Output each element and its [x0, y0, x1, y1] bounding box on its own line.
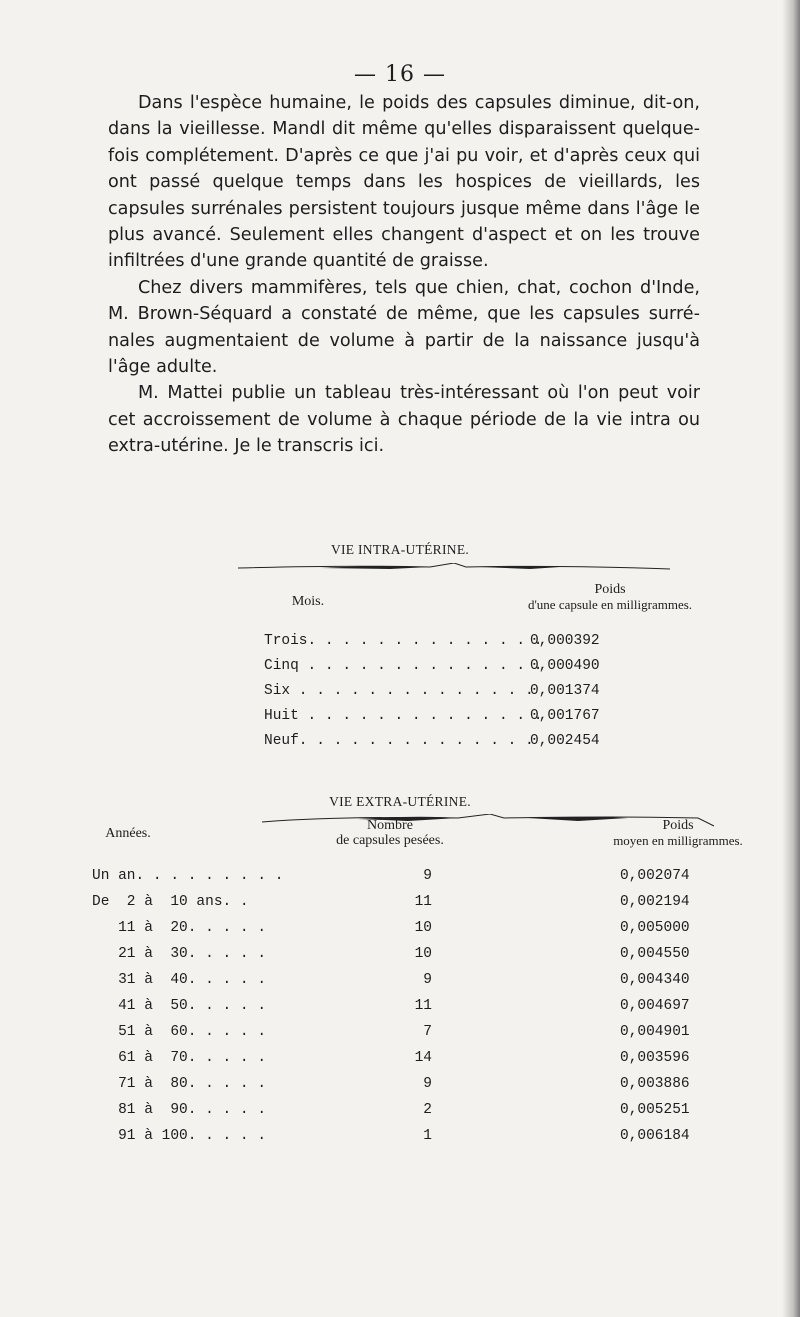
- row-count: 2: [423, 1102, 432, 1118]
- row-count: 7: [423, 1024, 432, 1040]
- row-count: 11: [414, 998, 432, 1014]
- table-intra-weight-header: [500, 582, 720, 613]
- paragraph-1: Dans l'espèce humaine, le poids des capsules diminue, dit-on, dans la vieillesse. Mandl dit même qu'elles disparaissent quelque-fois complétement. D'après ce que j'ai pu voir, et d'après ceux qui ont passé quelque temps dans les hospices de vieillards, les capsules surrénales persistent toujours jusque même dans l'âge le plus avancé. Seulement elles changent d'aspect et on les trouve infiltrées d'une grande quantité de graisse.: [108, 93, 700, 272]
- row-label: 51 à 60. . . . .: [92, 1024, 267, 1040]
- row-value: 0,004901: [620, 1024, 690, 1040]
- row-value: 0,001374: [530, 683, 600, 699]
- row-count: 9: [423, 1076, 432, 1092]
- row-value: 0,002074: [620, 868, 690, 884]
- table-intra-weight-header-line1: Poids: [594, 582, 626, 597]
- row-value: 0,004550: [620, 946, 690, 962]
- row-label: Neuf. . . . . . . . . . . . . .: [264, 733, 534, 749]
- table-intra-title: VIE INTRA-UTÉRINE.: [330, 542, 470, 557]
- row-value: 0,002454: [530, 733, 600, 749]
- row-value: 0,004340: [620, 972, 690, 988]
- table-extra-count-header-line2: de capsules pesées.: [336, 833, 444, 848]
- row-label: 81 à 90. . . . .: [92, 1102, 267, 1118]
- row-value: 0,003596: [620, 1050, 690, 1066]
- row-value: 0,005000: [620, 920, 690, 936]
- row-label: 91 à 100. . . . .: [92, 1128, 267, 1144]
- table-extra-count-header: [300, 818, 480, 848]
- table-intra-weight-header-line2: d'une capsule en milligrammes.: [527, 597, 693, 612]
- row-label: Huit . . . . . . . . . . . . . .: [264, 708, 543, 724]
- row-label: 71 à 80. . . . .: [92, 1076, 267, 1092]
- page-edge-shadow: [782, 0, 800, 1317]
- row-label: 11 à 20. . . . .: [92, 920, 267, 936]
- row-label: Six . . . . . . . . . . . . . .: [264, 683, 534, 699]
- row-label: 41 à 50. . . . .: [92, 998, 267, 1014]
- page-number: — 16 —: [354, 62, 446, 87]
- row-value: 0,000490: [530, 658, 600, 674]
- row-value: 0,002194: [620, 894, 690, 910]
- row-value: 0,000392: [530, 633, 600, 649]
- table-intra-ornament: [230, 563, 678, 571]
- row-count: 10: [414, 946, 432, 962]
- row-count: 1: [423, 1128, 432, 1144]
- table-extra-weight-header: [578, 818, 778, 849]
- table-extra-weight-header-line2: moyen en milligrammes.: [613, 833, 743, 848]
- paragraph-2: Chez divers mammifères, tels que chien, chat, cochon d'Inde, M. Brown-Séquard a constaté de même, que les capsules surré-nales augmentaient de volume à partir de la naissance jusqu'à l'âge adulte.: [108, 277, 700, 378]
- row-label: Un an. . . . . . . . .: [92, 868, 284, 884]
- row-count: 14: [414, 1050, 432, 1066]
- body-text: [108, 90, 700, 460]
- paragraph-3: M. Mattei publie un tableau très-intéressant où l'on peut voir cet accroissement de volume à chaque période de la vie intra ou extra-utérine. Je le transcris ici.: [108, 383, 700, 457]
- row-value: 0,001767: [530, 708, 600, 724]
- table-extra-title: VIE EXTRA-UTÉRINE.: [329, 794, 471, 809]
- row-count: 9: [423, 972, 432, 988]
- table-extra-weight-header-line1: Poids: [662, 818, 694, 833]
- row-label: Cinq . . . . . . . . . . . . . .: [264, 658, 543, 674]
- row-count: 9: [423, 868, 432, 884]
- row-label: 21 à 30. . . . .: [92, 946, 267, 962]
- row-label: Trois. . . . . . . . . . . . . .: [264, 633, 543, 649]
- row-count: 10: [414, 920, 432, 936]
- row-value: 0,003886: [620, 1076, 690, 1092]
- row-label: 61 à 70. . . . .: [92, 1050, 267, 1066]
- row-count: 11: [414, 894, 432, 910]
- row-label: 31 à 40. . . . .: [92, 972, 267, 988]
- row-label: De 2 à 10 ans. .: [92, 894, 249, 910]
- row-value: 0,006184: [620, 1128, 690, 1144]
- table-extra-count-header-line1: Nombre: [367, 818, 413, 833]
- row-value: 0,005251: [620, 1102, 690, 1118]
- table-intra-month-header: Mois.: [291, 594, 325, 609]
- table-extra-years-header: Années.: [105, 826, 151, 841]
- row-value: 0,004697: [620, 998, 690, 1014]
